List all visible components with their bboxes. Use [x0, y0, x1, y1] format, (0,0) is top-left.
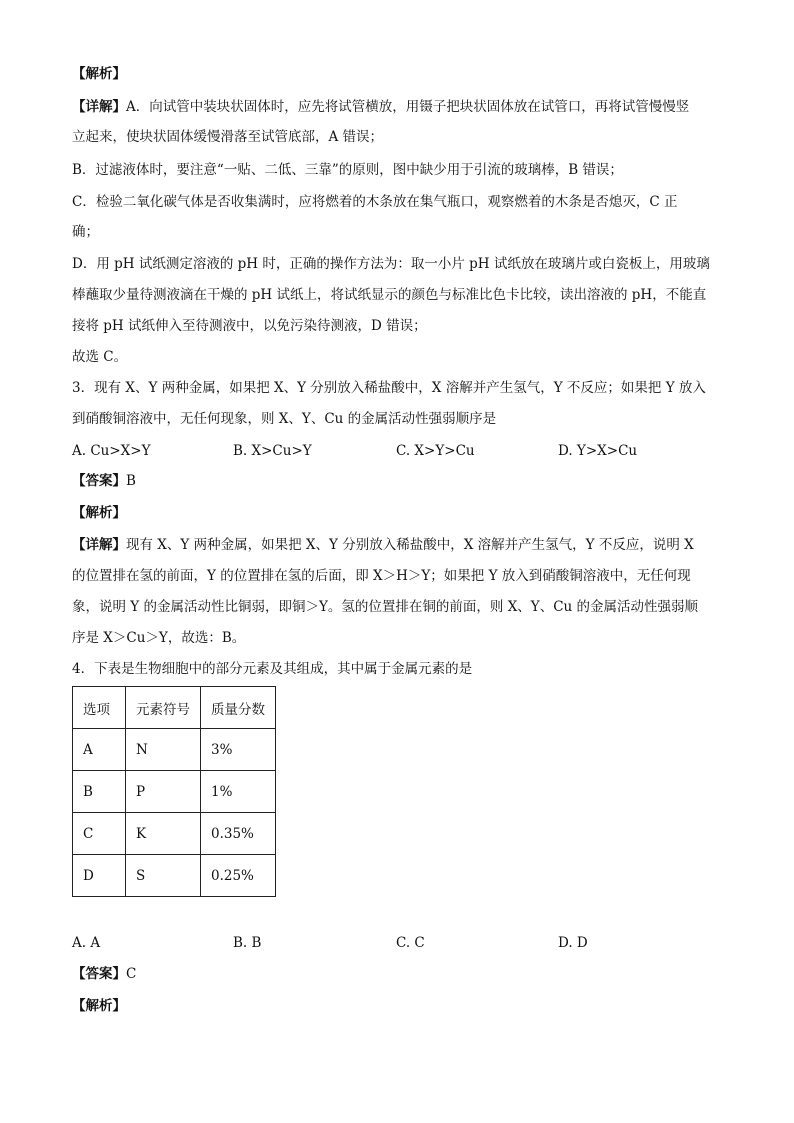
table-cell: K: [126, 813, 201, 855]
q2-detail-line: D．用 pH 试纸测定溶液的 pH 时，正确的操作方法为：取一小片 pH 试纸放在玻璃片或白瓷板上，用玻璃: [72, 256, 710, 272]
q2-detail-line: C．检验二氧化碳气体是否收集满时，应将燃着的木条放在集气瓶口，观察燃着的木条是否熄灭，C 正: [72, 194, 678, 210]
q4-option-d: D. D: [558, 935, 588, 951]
answer-label: 【答案】: [72, 966, 126, 982]
table-cell: C: [73, 813, 126, 855]
table-row: [73, 729, 276, 771]
q4-stem: 4．下表是生物细胞中的部分元素及其组成，其中属于金属元素的是: [72, 661, 473, 677]
element-table: [72, 686, 276, 897]
q2-detail-line: 【详解】A．向试管中装块状固体时，应先将试管横放，用镊子把块状固体放在试管口，再将试管慢慢竖: [72, 99, 690, 115]
table-cell: B: [73, 771, 126, 813]
q4-option-a: A. A: [72, 935, 101, 951]
table-cell: A: [73, 729, 126, 771]
table-cell: 0.35%: [201, 813, 276, 855]
q2-detail-line: 棒蘸取少量待测液滴在干燥的 pH 试纸上，将试纸显示的颜色与标准比色卡比较，读出溶液的 pH，不能直: [72, 287, 707, 303]
q2-detail-line: 确；: [72, 224, 99, 240]
analysis-label: 【解析】: [72, 505, 126, 521]
analysis-label: 【解析】: [72, 998, 126, 1014]
q3-detail-line: 的位置排在氢的前面，Y 的位置排在氢的后面，即 X＞H＞Y；如果把 Y 放入到硝酸铜溶液中，无任何现: [72, 568, 691, 584]
detail-label: 【详解】: [72, 99, 126, 115]
table-row: [73, 855, 276, 897]
table-header: 质量分数: [201, 687, 276, 729]
q2-detail-line: 立起来，使块状固体缓慢滑落至试管底部，A 错误；: [72, 129, 384, 145]
q2-detail-line: 接将 pH 试纸伸入至待测液中，以免污染待测液，D 错误；: [72, 318, 427, 334]
table-header-row: [73, 687, 276, 729]
q3-option-a: A. Cu>X>Y: [72, 443, 151, 459]
table-header: 选项: [73, 687, 126, 729]
table-cell: S: [126, 855, 201, 897]
analysis-label: 【解析】: [72, 66, 126, 82]
q2-detail-line: B．过滤液体时，要注意“一贴、二低、三靠”的原则，图中缺少用于引流的玻璃棒，B 错误；: [72, 162, 623, 178]
table-row: [73, 771, 276, 813]
table-cell: D: [73, 855, 126, 897]
detail-label: 【详解】: [72, 537, 126, 553]
q3-detail-line: 序是 X＞Cu＞Y，故选：B。: [72, 630, 246, 646]
answer-value: B: [126, 473, 136, 489]
answer-label: 【答案】: [72, 473, 126, 489]
q3-option-d: D. Y>X>Cu: [558, 443, 638, 459]
q2-conclusion: 故选 C。: [72, 349, 128, 365]
table-cell: P: [126, 771, 201, 813]
q4-option-c: C. C: [396, 935, 425, 951]
q3-stem: 到硝酸铜溶液中，无任何现象，则 X、Y、Cu 的金属活动性强弱顺序是: [72, 411, 497, 427]
table-cell: 0.25%: [201, 855, 276, 897]
q3-detail-line: 象，说明 Y 的金属活动性比铜弱，即铜＞Y。氢的位置排在铜的前面，则 X、Y、Cu 的金属活动性强弱顺: [72, 599, 699, 615]
table-header: 元素符号: [126, 687, 201, 729]
q3-option-b: B. X>Cu>Y: [233, 443, 312, 459]
q3-option-c: C. X>Y>Cu: [396, 443, 475, 459]
table-cell: 3%: [201, 729, 276, 771]
q3-detail-line: 【详解】现有 X、Y 两种金属，如果把 X、Y 分别放入稀盐酸中，X 溶解并产生氢气，Y 不反应，说明 X: [72, 537, 694, 553]
q3-stem: 3．现有 X、Y 两种金属，如果把 X、Y 分别放入稀盐酸中，X 溶解并产生氢气，Y 不反应；如果把 Y 放入: [72, 380, 706, 396]
table-cell: 1%: [201, 771, 276, 813]
table-row: [73, 813, 276, 855]
answer-value: C: [126, 966, 137, 982]
q4-option-b: B. B: [233, 935, 262, 951]
q4-answer: [72, 964, 136, 984]
table-cell: N: [126, 729, 201, 771]
q3-answer: [72, 471, 136, 491]
